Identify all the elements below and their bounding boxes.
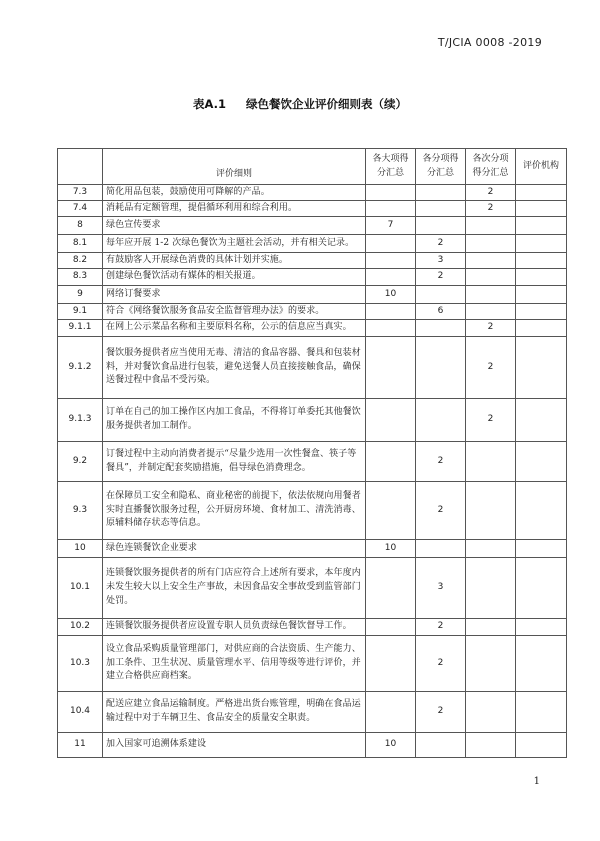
row-sub-score — [416, 337, 466, 399]
row-subsub-score — [466, 304, 516, 320]
row-criteria: 订单在自己的加工操作区内加工食品，不得将订单委托其他餐饮服务提供者加工制作。 — [103, 399, 366, 442]
section-row — [58, 286, 567, 304]
row-major-score — [366, 399, 416, 442]
row-criteria: 设立食品采购质量管理部门，对供应商的合法资质、生产能力、加工条件、卫生状况、质量管理水平、信用等级等进行评价，并建立合格供应商档案。 — [103, 636, 366, 692]
row-subsub-score — [466, 733, 516, 758]
document-code: T/JCIA 0008 -2019 — [437, 36, 542, 49]
row-number: 9.1.3 — [58, 399, 103, 442]
row-agency — [516, 636, 567, 692]
header-cell-number — [58, 149, 103, 185]
section-row — [58, 733, 567, 758]
row-agency — [516, 558, 567, 619]
row-subsub-score: 2 — [466, 201, 516, 217]
row-subsub-score — [466, 217, 516, 235]
table-row — [58, 235, 567, 253]
row-number: 8.2 — [58, 253, 103, 269]
row-major-score — [366, 201, 416, 217]
row-sub-score: 2 — [416, 442, 466, 482]
row-number: 9.1.2 — [58, 337, 103, 399]
row-criteria: 创建绿色餐饮活动有媒体的相关报道。 — [103, 269, 366, 286]
row-sub-score: 2 — [416, 235, 466, 253]
row-criteria: 有鼓励客人开展绿色消费的具体计划并实施。 — [103, 253, 366, 269]
table-row — [58, 399, 567, 442]
row-sub-score — [416, 540, 466, 558]
header-cell-sub-score: 各分项得分汇总 — [416, 149, 466, 185]
row-agency — [516, 201, 567, 217]
section-row — [58, 540, 567, 558]
row-agency — [516, 304, 567, 320]
row-subsub-score — [466, 692, 516, 733]
row-subsub-score — [466, 253, 516, 269]
row-subsub-score: 2 — [466, 185, 516, 201]
row-sub-score: 2 — [416, 636, 466, 692]
row-major-score — [366, 235, 416, 253]
row-number: 10.4 — [58, 692, 103, 733]
row-number: 9.1 — [58, 304, 103, 320]
row-sub-score: 3 — [416, 558, 466, 619]
row-subsub-score — [466, 558, 516, 619]
row-criteria: 配送应建立食品运输制度。严格进出货台账管理，明确在食品运输过程中对于车辆卫生、食品安全的质量安全职责。 — [103, 692, 366, 733]
row-sub-score — [416, 217, 466, 235]
row-sub-score: 2 — [416, 482, 466, 540]
row-agency — [516, 692, 567, 733]
row-number: 9.1.1 — [58, 320, 103, 337]
row-major-score: 7 — [366, 217, 416, 235]
row-major-score — [366, 185, 416, 201]
row-sub-score — [416, 320, 466, 337]
row-number: 10 — [58, 540, 103, 558]
header-cell-major-score: 各大项得分汇总 — [366, 149, 416, 185]
row-criteria: 餐饮服务提供者应当使用无毒、清洁的食品容器、餐具和包装材料，并对餐饮食品进行包装，避免送餐人员直接接触食品，确保送餐过程中食品不受污染。 — [103, 337, 366, 399]
row-subsub-score — [466, 482, 516, 540]
row-major-score — [366, 337, 416, 399]
row-major-score: 10 — [366, 286, 416, 304]
row-major-score: 10 — [366, 733, 416, 758]
row-sub-score: 3 — [416, 253, 466, 269]
table-row — [58, 201, 567, 217]
table-row — [58, 442, 567, 482]
row-major-score — [366, 558, 416, 619]
row-criteria: 加入国家可追溯体系建设 — [103, 733, 366, 758]
row-number: 10.2 — [58, 619, 103, 636]
row-major-score: 10 — [366, 540, 416, 558]
row-subsub-score — [466, 636, 516, 692]
row-criteria: 订餐过程中主动向消费者提示“尽量少选用一次性餐盒、筷子等餐具”，并制定配套奖励措施，倡导绿色消费理念。 — [103, 442, 366, 482]
row-number: 11 — [58, 733, 103, 758]
row-subsub-score: 2 — [466, 399, 516, 442]
row-number: 7.3 — [58, 185, 103, 201]
row-sub-score: 2 — [416, 692, 466, 733]
row-subsub-score — [466, 619, 516, 636]
row-subsub-score — [466, 269, 516, 286]
table-row — [58, 692, 567, 733]
row-agency — [516, 320, 567, 337]
row-number: 8 — [58, 217, 103, 235]
page-number: 1 — [533, 776, 540, 787]
row-major-score — [366, 636, 416, 692]
row-criteria: 连锁餐饮服务提供者应设置专职人员负责绿色餐饮督导工作。 — [103, 619, 366, 636]
row-major-score — [366, 253, 416, 269]
row-major-score — [366, 692, 416, 733]
row-sub-score — [416, 201, 466, 217]
row-sub-score: 6 — [416, 304, 466, 320]
row-agency — [516, 540, 567, 558]
table-id: 表A.1 — [193, 97, 226, 111]
row-agency — [516, 619, 567, 636]
table-row — [58, 320, 567, 337]
table-row — [58, 185, 567, 201]
row-sub-score — [416, 733, 466, 758]
row-number: 9.2 — [58, 442, 103, 482]
table-row — [58, 269, 567, 286]
row-number: 8.3 — [58, 269, 103, 286]
row-subsub-score: 2 — [466, 337, 516, 399]
row-agency — [516, 733, 567, 758]
row-criteria: 绿色连锁餐饮企业要求 — [103, 540, 366, 558]
row-criteria: 绿色宣传要求 — [103, 217, 366, 235]
row-agency — [516, 217, 567, 235]
row-criteria: 在网上公示菜品名称和主要原料名称，公示的信息应当真实。 — [103, 320, 366, 337]
row-number: 10.3 — [58, 636, 103, 692]
row-criteria: 每年应开展 1-2 次绿色餐饮为主题社会活动，并有相关记录。 — [103, 235, 366, 253]
row-subsub-score — [466, 540, 516, 558]
row-sub-score: 2 — [416, 269, 466, 286]
table-row — [58, 482, 567, 540]
table-row — [58, 253, 567, 269]
row-criteria: 在保障员工安全和隐私、商业秘密的前提下，依法依规向用餐者实时直播餐饮服务过程，公开厨房环境、食材加工、清洗消毒、原辅料储存状态等信息。 — [103, 482, 366, 540]
row-agency — [516, 235, 567, 253]
row-major-score — [366, 619, 416, 636]
row-number: 9.3 — [58, 482, 103, 540]
row-agency — [516, 185, 567, 201]
evaluation-table — [57, 148, 567, 758]
row-agency — [516, 399, 567, 442]
table-title-text: 绿色餐饮企业评价细则表（续） — [245, 97, 407, 111]
row-agency — [516, 286, 567, 304]
row-major-score — [366, 269, 416, 286]
row-agency — [516, 337, 567, 399]
row-subsub-score — [466, 286, 516, 304]
row-major-score — [366, 320, 416, 337]
row-criteria: 简化用品包装，鼓励使用可降解的产品。 — [103, 185, 366, 201]
row-agency — [516, 253, 567, 269]
header-cell-subsub-score: 各次分项得分汇总 — [466, 149, 516, 185]
row-number: 7.4 — [58, 201, 103, 217]
row-major-score — [366, 442, 416, 482]
table-row — [58, 636, 567, 692]
section-row — [58, 217, 567, 235]
row-subsub-score — [466, 442, 516, 482]
row-sub-score: 2 — [416, 619, 466, 636]
row-criteria: 符合《网络餐饮服务食品安全监督管理办法》的要求。 — [103, 304, 366, 320]
table-row — [58, 304, 567, 320]
row-criteria: 消耗品有定额管理，提倡循环利用和综合利用。 — [103, 201, 366, 217]
header-cell-criteria: 评价细则 — [103, 149, 366, 185]
row-major-score — [366, 304, 416, 320]
table-title — [0, 96, 600, 112]
row-criteria: 网络订餐要求 — [103, 286, 366, 304]
row-number: 8.1 — [58, 235, 103, 253]
row-criteria: 连锁餐饮服务提供者的所有门店应符合上述所有要求，本年度内未发生较大以上安全生产事故，未因食品安全事故受到监管部门处罚。 — [103, 558, 366, 619]
row-sub-score — [416, 286, 466, 304]
table-header-row — [58, 149, 567, 185]
row-sub-score — [416, 399, 466, 442]
row-agency — [516, 442, 567, 482]
row-subsub-score — [466, 235, 516, 253]
row-number: 10.1 — [58, 558, 103, 619]
row-subsub-score: 2 — [466, 320, 516, 337]
row-number: 9 — [58, 286, 103, 304]
row-sub-score — [416, 185, 466, 201]
table-row — [58, 558, 567, 619]
row-agency — [516, 269, 567, 286]
table-row — [58, 337, 567, 399]
row-major-score — [366, 482, 416, 540]
row-agency — [516, 482, 567, 540]
header-cell-agency: 评价机构 — [516, 149, 567, 185]
table-row — [58, 619, 567, 636]
